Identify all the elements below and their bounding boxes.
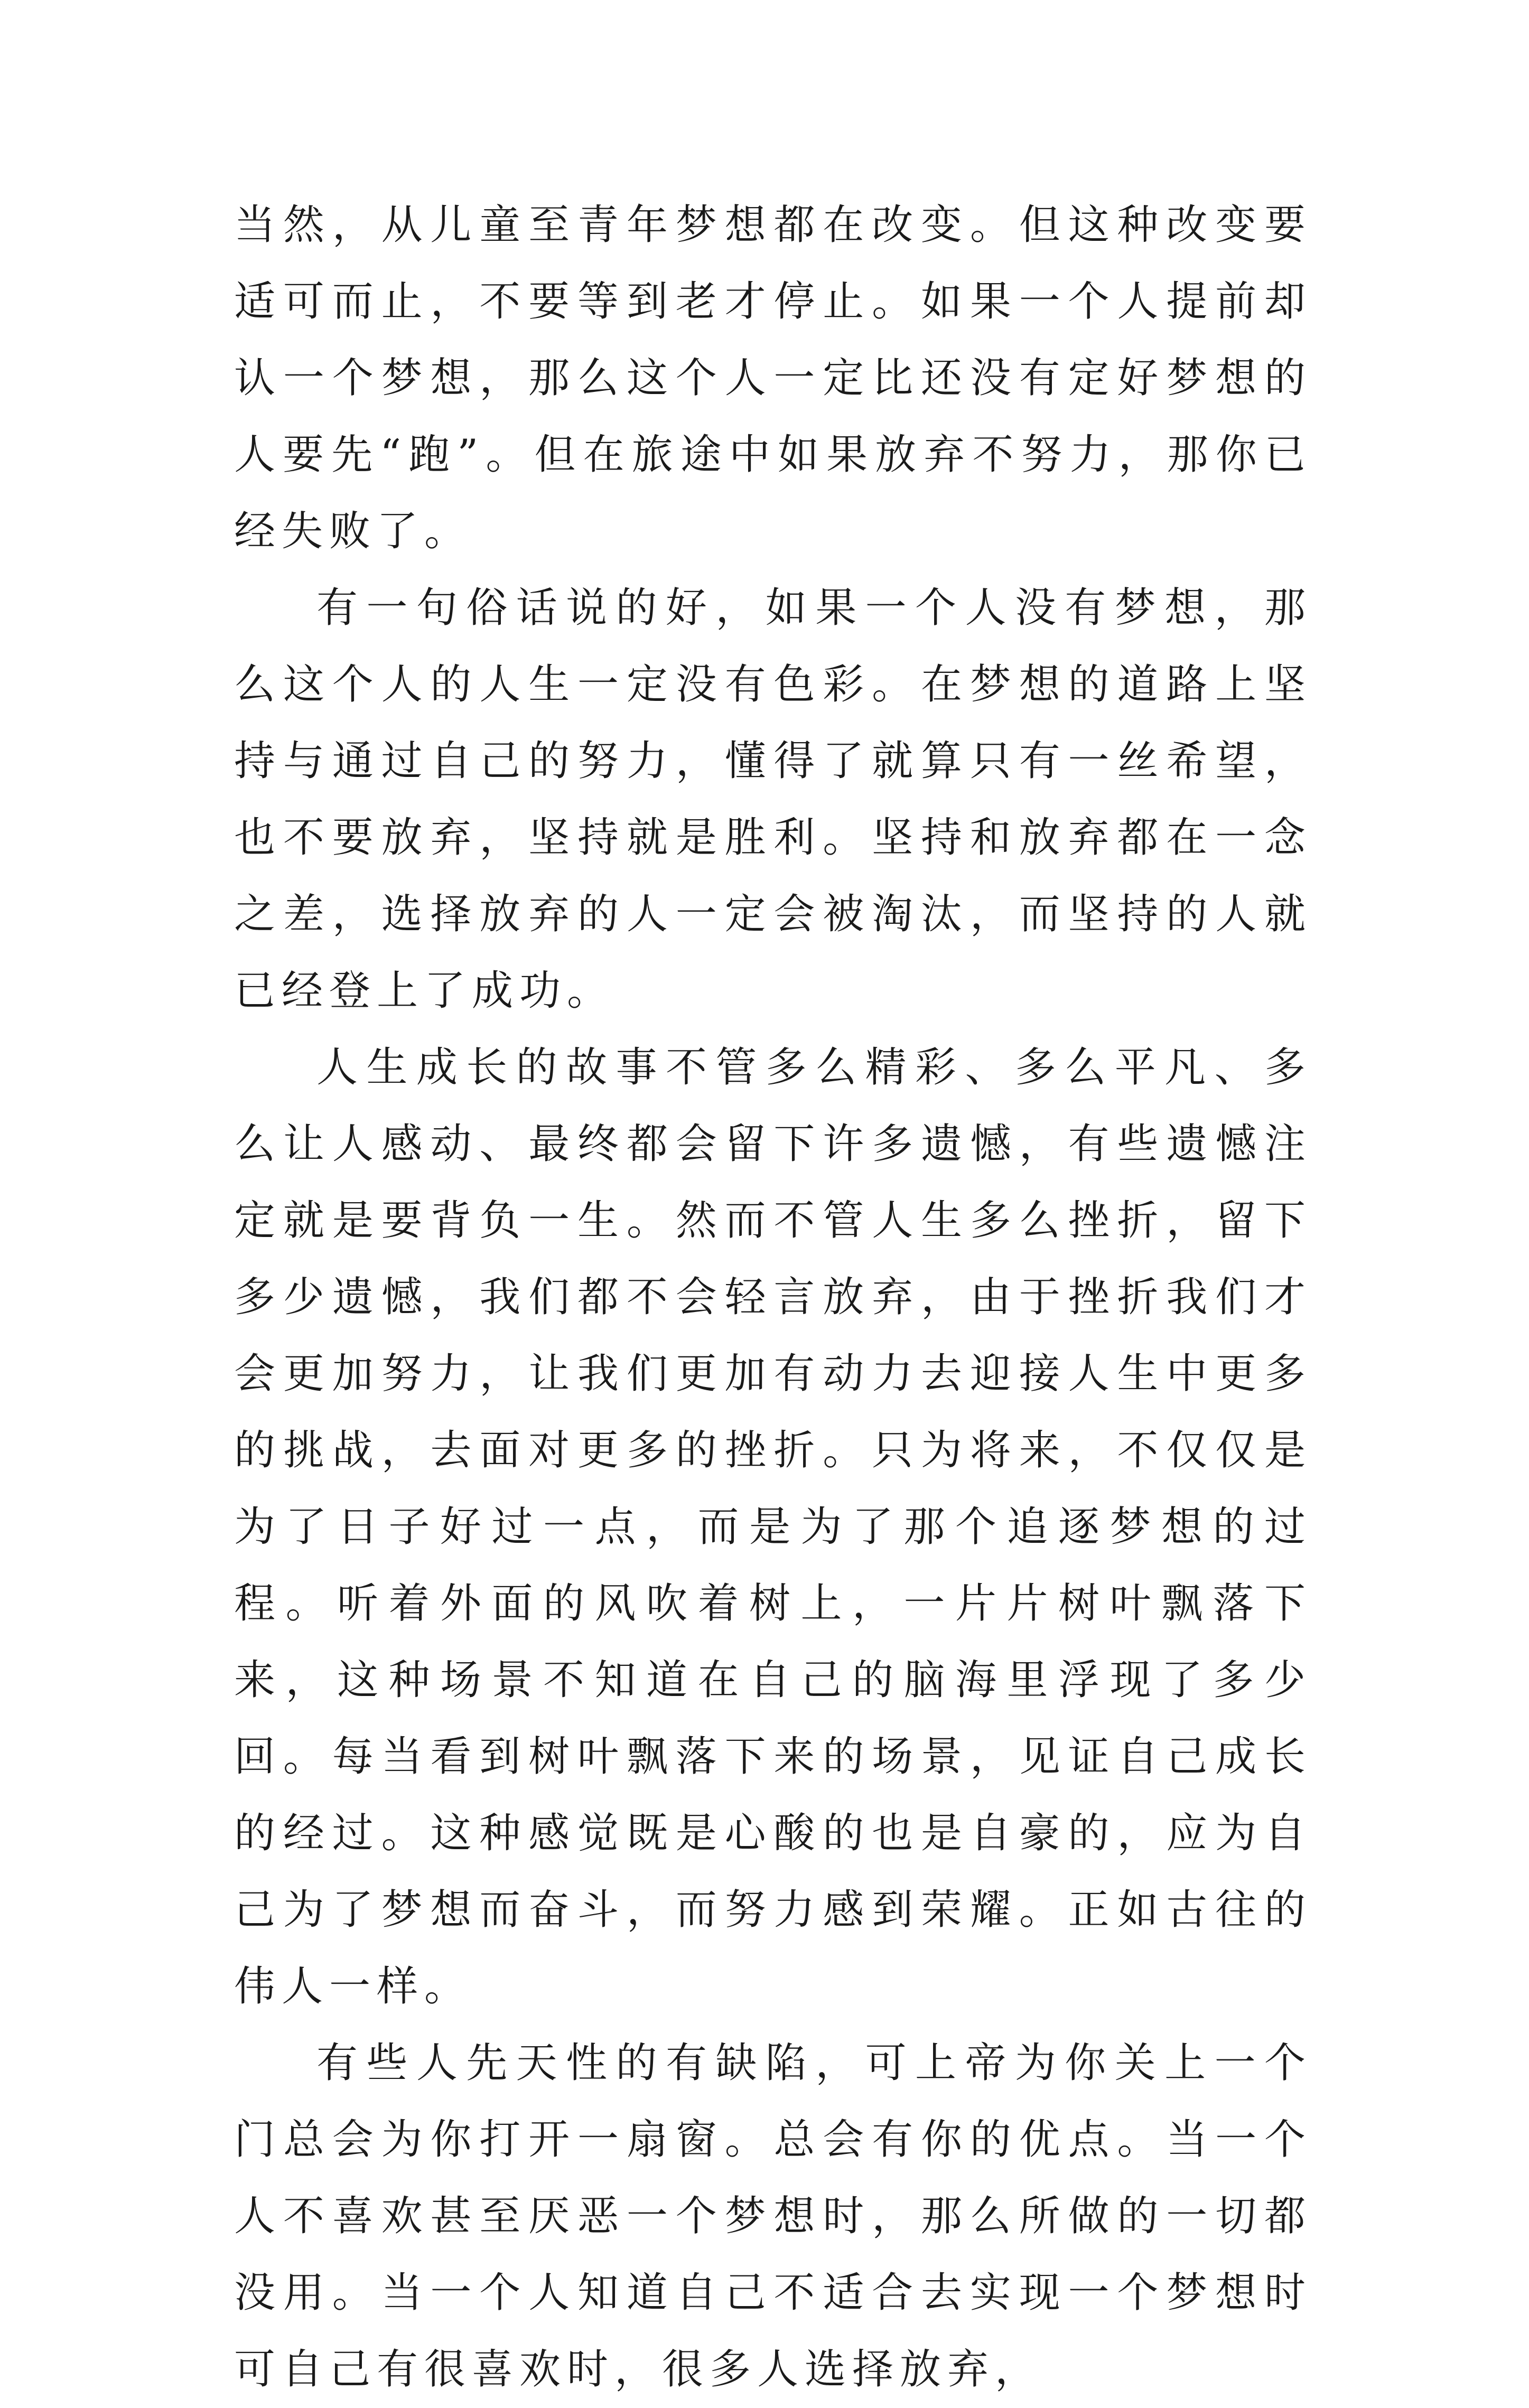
paragraph-2: 有一句俗话说的好，如果一个人没有梦想，那么这个人的人生一定没有色彩。在梦想的道路上坚持与通过自己的努力，懂得了就算只有一丝希望，也不要放弃，坚持就是胜利。坚持和放弃都在一念之差，选择放弃的人一定会被淘汰，而坚持的人就已经登上了成功。: [234, 584, 1312, 1015]
paragraph-4: 有些人先天性的有缺陷，可上帝为你关上一个门总会为你打开一扇窗。总会有你的优点。当一个人不喜欢甚至厌恶一个梦想时，那么所做的一切都没用。当一个人知道自己不适合去实现一个梦想时可自己有很喜欢时，很多人选择放弃，: [234, 2039, 1312, 2393]
paragraph-3: 人生成长的故事不管多么精彩、多么平凡、多么让人感动、最终都会留下许多遗憾，有些遗憾注定就是要背负一生。然而不管人生多么挫折，留下多少遗憾，我们都不会轻言放弃，由于挫折我们才会更加努力，让我们更加有动力去迎接人生中更多的挑战，去面对更多的挫折。只为将来，不仅仅是为了日子好过一点，而是为了那个追逐梦想的过程。听着外面的风吹着树上，一片片树叶飘落下来，这种场景不知道在自己的脑海里浮现了多少回。每当看到树叶飘落下来的场景，见证自己成长的经过。这种感觉既是心酸的也是自豪的，应为自己为了梦想而奋斗，而努力感到荣耀。正如古往的伟人一样。: [234, 1044, 1312, 2010]
paragraph-1: 当然，从儿童至青年梦想都在改变。但这种改变要适可而止，不要等到老才停止。如果一个人提前却认一个梦想，那么这个人一定比还没有定好梦想的人要先“跑”。但在旅途中如果放弃不努力，那你已经失败了。: [234, 201, 1312, 555]
document-body: [234, 187, 1312, 2408]
